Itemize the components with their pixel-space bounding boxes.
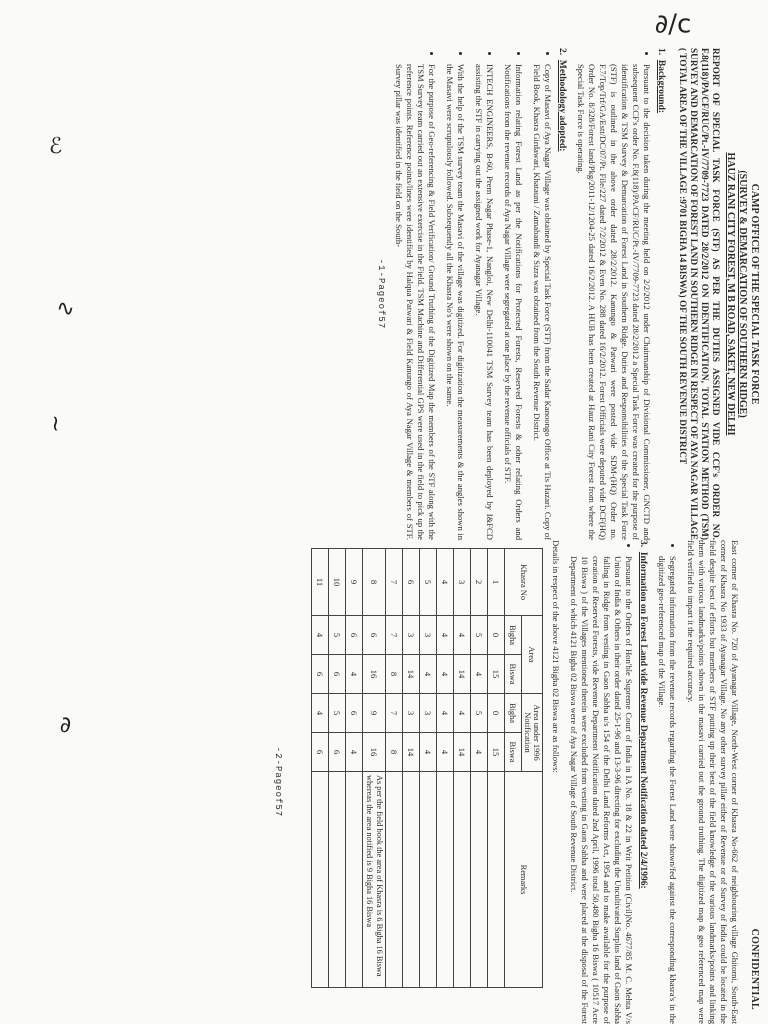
table-cell: 4: [454, 694, 471, 733]
table-cell: 6: [312, 733, 329, 772]
khasra-table-body: [312, 549, 505, 988]
list-item: • Information relating Forest Land as per the Notifications for Protected Forests, Reserved Forests & other relating Orders and Notifications from the revenue records of Aya Nagar Village were segregated at one place by the revenue officials of STF.: [502, 64, 524, 540]
list-item: • For the purpose of Geo-referencing & Field Verification/ Ground Truthing of the Digitized Map the members of the STF along with the TSM Survey team carried out an extensive exercise in the Field. TSM Machine and Differential GPS were used in the field to pick up the reference points. Reference points/lines were identified by Halqua Patwari & Field Kanungo of Aya Nagar Village & members of STF. Survey pillar was identified in the field on the South-: [393, 64, 437, 540]
office-line-1: CAMP OFFICE OF THE SPECIAL TASK FORCE: [749, 183, 760, 405]
table-cell: 0: [488, 694, 505, 733]
table-row: [454, 549, 471, 988]
table-row: [312, 549, 329, 988]
table-row: [437, 549, 454, 988]
table-cell: 4: [346, 655, 363, 694]
table-cell: 14: [403, 655, 420, 694]
page-number-2: -2-Pageof57: [273, 746, 283, 818]
table-cell: 0: [488, 616, 505, 655]
table-row: [488, 549, 505, 988]
table-cell: 1: [488, 549, 505, 616]
th-khasra: Khasra No: [505, 549, 543, 616]
table-cell: [471, 772, 488, 988]
table-cell: 4: [437, 733, 454, 772]
th-notification: Area under 1996 Notification: [522, 694, 543, 772]
th-area: Area: [522, 616, 543, 694]
table-cell: [454, 772, 471, 988]
table-cell: 6: [329, 655, 346, 694]
table-cell: 7: [386, 694, 403, 733]
section-1-number: 1.: [656, 48, 666, 56]
table-cell: 4: [437, 616, 454, 655]
section-1-title: Background:: [656, 59, 666, 114]
th-area-biswa: Biswa: [505, 655, 522, 694]
table-cell: [386, 772, 403, 988]
table-cell: 6: [329, 733, 346, 772]
table-intro: Details in respect of the above 4121 Bigha 02 Biswa are as follows:: [551, 540, 561, 773]
initial-scribble-icon: ∂/c: [654, 9, 692, 40]
table-cell: 4: [471, 733, 488, 772]
table-row: [403, 549, 420, 988]
section-3-list: [568, 540, 634, 1024]
table-cell: 6: [403, 549, 420, 616]
table-cell: 6: [346, 616, 363, 655]
table-cell: 5: [329, 616, 346, 655]
table-cell: 7: [386, 616, 403, 655]
table-cell: 15: [488, 655, 505, 694]
table-row: [329, 549, 346, 988]
section-1-heading: [656, 48, 666, 540]
table-cell: 14: [454, 655, 471, 694]
table-cell: 8: [363, 549, 386, 616]
section-3-title: Information on Forest Land vide Revenue Department Notification dated 2/4/1996:: [638, 551, 648, 889]
table-cell: [488, 772, 505, 988]
table-cell: 4: [346, 733, 363, 772]
table-cell: [329, 772, 346, 988]
signature-scribble-icon: ≀: [51, 411, 60, 437]
table-cell: 3: [454, 549, 471, 616]
table-cell: 10: [329, 549, 346, 616]
table-cell: 15: [488, 733, 505, 772]
table-cell: [346, 772, 363, 988]
table-cell: 3: [420, 694, 437, 733]
page-number-1: -1-Pageof57: [376, 258, 386, 330]
khasra-table: [311, 548, 543, 988]
list-item: • Pursuant to the Orders of Hon'ble Supreme Court of India in IA No. 18 & 22 in Writ Petition (Civil)No. 4677/85 M. C. Mehta V/s Union of India & Others in their order dated 25-1-96 and 13-3-96 directing for excluding the Uncultivated Surplus land of Gaon Sabha falling in Ridge from vesting in Gaon Sabha u/s 154 of the Delhi Land Reforms Act, 1954 and to make available for the purpose of creation of Reserved Forests, vide Revenue Department Notification dated 2nd April, 1996 total 50,480 Bigha 16 Biswa ( 10517 Acre 10 Biswa ) of the Villages mentioned therein were excluded from vesting in Gaon Sabha and were placed at the disposal of the Forest Department of which 4121 Bigha 02 Biswa were of Aya Nagar Village of South Revenue District.: [568, 556, 634, 1024]
table-cell: 4: [454, 616, 471, 655]
th-remarks: Remarks: [505, 772, 543, 988]
table-cell: 8: [386, 655, 403, 694]
table-cell: 3: [403, 616, 420, 655]
signature-scribble-icon: ∂: [59, 713, 72, 739]
table-cell: 6: [363, 616, 386, 655]
table-cell: 4: [471, 655, 488, 694]
table-cell: 4: [312, 616, 329, 655]
office-line-3: HAUZ RANI CITY FOREST, M B ROAD, SAKET, NEW DELHI: [725, 152, 736, 436]
table-cell: 4: [420, 655, 437, 694]
table-cell: 3: [403, 694, 420, 733]
continuation-list: [656, 540, 678, 1024]
table-cell: 4: [437, 549, 454, 616]
office-header: [724, 48, 760, 540]
table-row: [363, 549, 386, 988]
table-cell: [403, 772, 420, 988]
section-1-list: [575, 48, 652, 540]
table-cell: 5: [471, 616, 488, 655]
table-cell: [312, 772, 329, 988]
signature-scribble-icon: ℰ: [48, 134, 63, 160]
page-2-column: [0, 540, 768, 1024]
table-cell: 4: [437, 655, 454, 694]
list-item: • Copy of Masavi of Aya Nagar Village was obtained by Special Task Force (STF) from the Sadar Kanoongo Office at Tis Hazari. Copy of Field Book, Khasra Girdawari, Khatauni / Zamabandi & Sizra was obtained from the South Revenue District.: [531, 64, 553, 540]
section-1-paragraph: • Pursuant to the decision taken during the meeting held on 2/2/2012 under Chairmanship of Divisional Commissioner, GNCTD and subsequent CCF's order No. F.8(118)/PA/CF/RUC/Pt.-IV/7709-7723 dated 28/2/2012 a Special Task Force was created for the purpose of identification & TSM Survey & Demarcation of Forest Land in Southern Ridge. Duties and Responsibilities of the Special Task Force (STF) is outlined in the above order dated 28/2/2012. Kanungo & Patwari were posted vide SDM-(HQ) Order no. F.7/Top/Trf/GA/Estt/DC/07/Pt. File/227 dated 7/2/2012 & Even No. 288 dated 16/2/2012. Forest Officials were deputed vide DCF(HQ) Order No. 8/328/Forest land/Pkg/2011-12/1204-25 dated 16/2/2012. A HUB has been created at Hauz Rani City Forest from where the Special Task Force is operating.: [575, 64, 652, 540]
th-notif-biswa: Biswa: [505, 733, 522, 772]
table-cell: 14: [403, 733, 420, 772]
table-row: [420, 549, 437, 988]
list-item: • INTECH ENGINEERS, B-60, Prem Nagar Phase-1, Nangloi, New Delhi-110041 TSM Survey team has been deployed by I&FCD assisting the STF in carrying out the assigned work for Ayanagar Village.: [473, 64, 495, 540]
table-row: [386, 549, 403, 988]
th-notif-bigha: Bigha: [505, 694, 522, 733]
table-cell: 9: [346, 549, 363, 616]
table-cell: 5: [471, 694, 488, 733]
table-cell: 6: [312, 655, 329, 694]
table-cell: 4: [437, 694, 454, 733]
signature-scribble-icon: ∿: [56, 296, 75, 322]
office-line-2: (SURVEY & DEMARCATION OF SOUTHERN RIDGE): [737, 170, 748, 418]
table-cell: 5: [420, 549, 437, 616]
table-row: [471, 549, 488, 988]
table-cell: 11: [312, 549, 329, 616]
section-3-number: 3.: [638, 540, 648, 548]
section-2-number: 2.: [557, 48, 567, 56]
section-2-title: Methodology adopted:: [557, 59, 567, 152]
table-cell: 3: [420, 616, 437, 655]
th-area-bigha: Bigha: [505, 616, 522, 655]
continuation-paragraph: East corner of Khasra No. 720 of Ayanagar Village, North-West corner of Khasra No-662 of neighbouring village Ghitorni, South-East corner of Khasra No 1933 of Ayanagar Village. No any other survey pillar either of Revenue or of Survey of India could be located in the field despite best of efforts but members of STF putting up their best of the field knowledge of the various landmarks/points and linking them with various landmarks/points shown in the masavi carried out the ground truthing. The digitized map & geo referenced map were field verified to impart it the required accuracy.: [686, 540, 740, 1024]
report-title: REPORT OF SPECIAL TASK FORCE (STF) AS PER THE DUTIES ASSIGNED VIDE CCF's ORDER NO. F.8(118)/PA/CF/RUC/Pt.-IV/7709-7723 DATED 28/2/2012 ON IDENTIFICATION, TOTAL STATION METHOD (TSM) SURVEY AND DEMARCATION OF FOREST LAND IN SOUTHERN RIDGE IN RESPECT OF AYA NAGAR VILLAGE ( TOTAL AREA OF THE VILLAGE :9701 BIGHA 14 BISWA) OF THE SOUTH REVENUE DISTRICT: [677, 48, 720, 540]
table-cell: 2: [471, 549, 488, 616]
table-cell: 6: [346, 694, 363, 733]
table-cell: 5: [329, 694, 346, 733]
list-item: • With the help of the TSM survey team the Masavi of the village was digitized. For digitization the measurements & the angles shown in the Masavi were scrupulously followed. Subsequently all the Khasra No's were shown on the same.: [444, 64, 466, 540]
section-2-list: [393, 48, 553, 540]
table-cell: 14: [454, 733, 471, 772]
table-cell: 8: [386, 733, 403, 772]
table-cell: 4: [312, 694, 329, 733]
section-3-heading: [638, 540, 648, 1024]
table-cell: As per the field book the area of Khasra is 6 Bigha 16 Biswa whereas the area notified is 9 Bigha 16 Biswa: [363, 772, 386, 988]
table-cell: 16: [363, 655, 386, 694]
table-cell: 7: [386, 549, 403, 616]
table-cell: [420, 772, 437, 988]
page-1-column: [0, 48, 768, 540]
table-cell: 9: [363, 694, 386, 733]
list-item: • Segregated information from the revenue records regarding the Forest Land were shown/fed against the corresponding khasra's in the digitized geo-referenced map of the Village.: [656, 556, 678, 1024]
table-row: [346, 549, 363, 988]
table-cell: 16: [363, 733, 386, 772]
table-cell: [437, 772, 454, 988]
section-2-heading: [557, 48, 567, 540]
confidential-label: CONFIDENTIAL: [749, 928, 760, 1010]
table-cell: 4: [420, 733, 437, 772]
